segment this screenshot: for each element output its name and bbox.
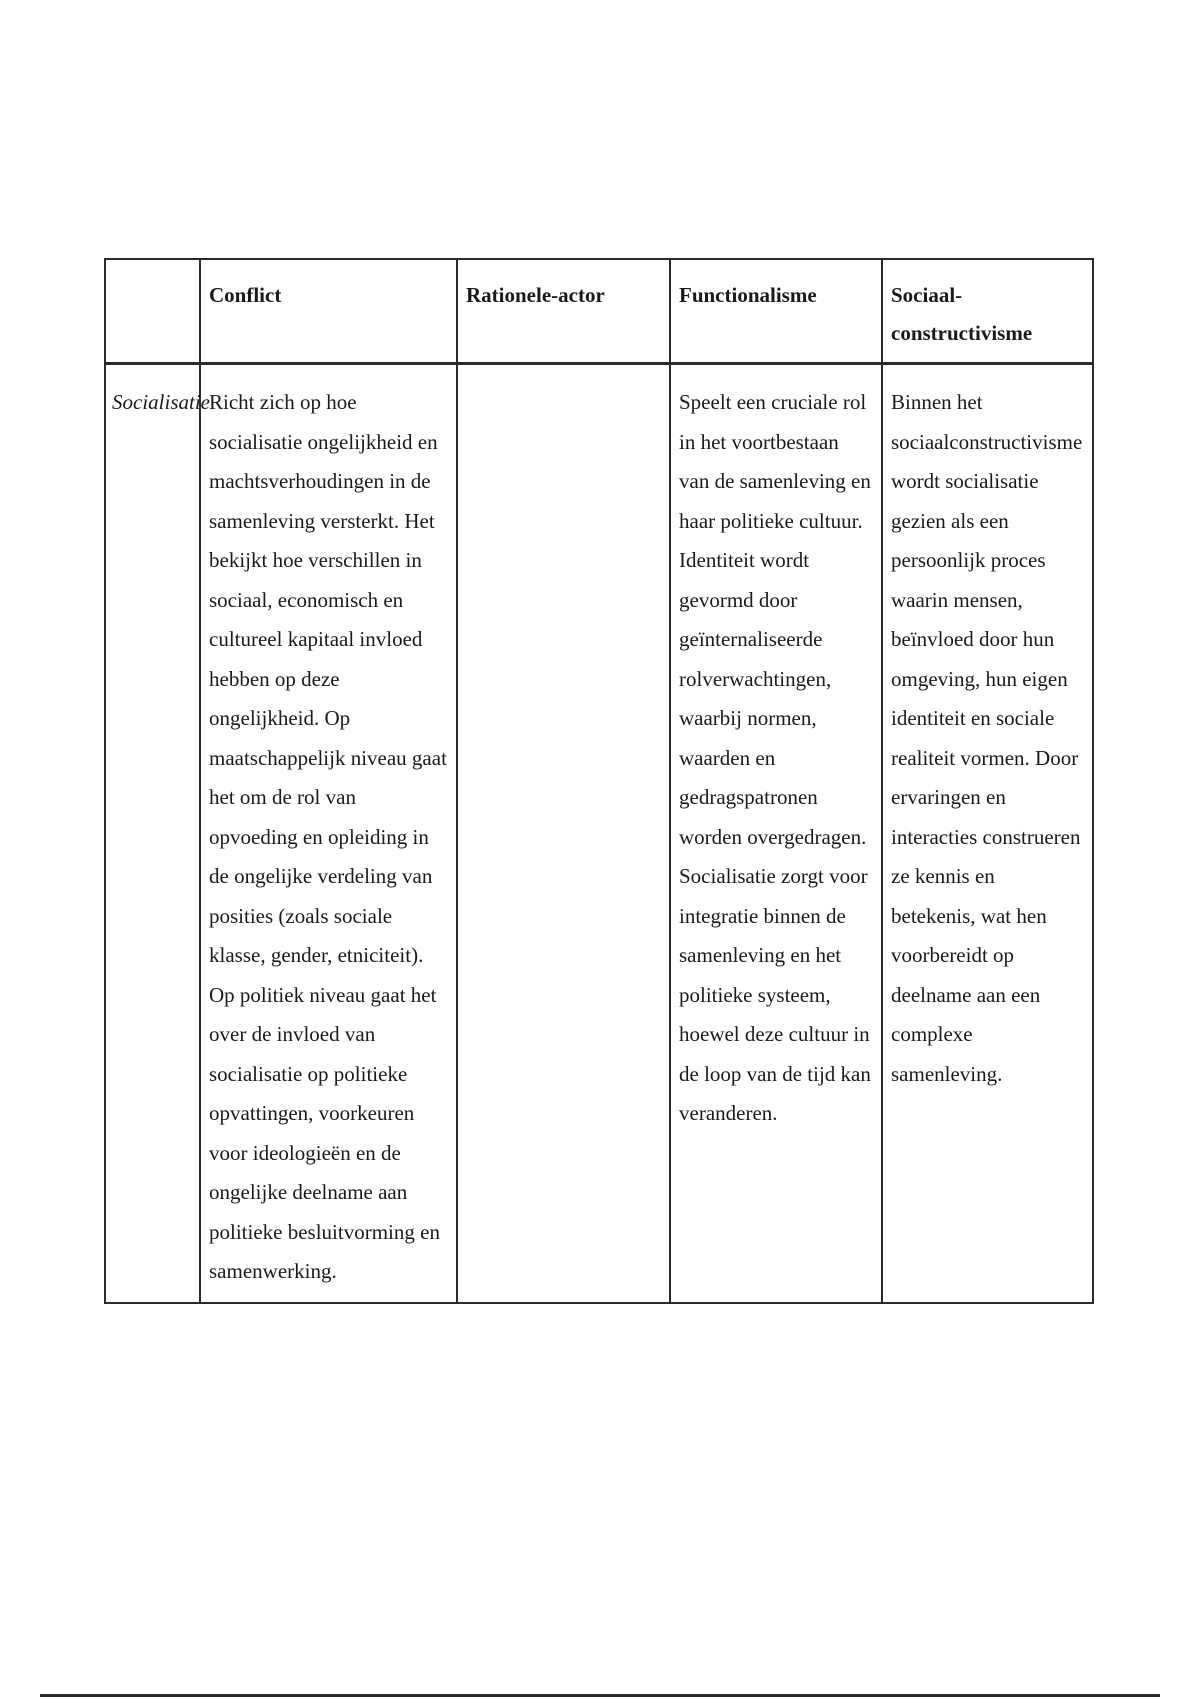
header-corner-cell bbox=[105, 259, 200, 364]
theory-comparison-table bbox=[104, 258, 1094, 1304]
header-conflict: Conflict bbox=[200, 259, 457, 364]
cell-rational-actor bbox=[457, 364, 670, 1303]
bottom-divider bbox=[40, 1694, 1160, 1697]
header-rational-actor: Rationele-actor bbox=[457, 259, 670, 364]
cell-conflict: Richt zich op hoe socialisatie ongelijkheid en machtsverhoudingen in de samenleving versterkt. Het bekijkt hoe verschillen in sociaal, economisch en cultureel kapitaal invloed hebben op deze ongelijkheid. Op maatschappelijk niveau gaat het om de rol van opvoeding en opleiding in de ongelijke verdeling van posities (zoals sociale klasse, gender, etniciteit). Op politiek niveau gaat het over de invloed van socialisatie op politieke opvattingen, voorkeuren voor ideologieën en de ongelijke deelname aan politieke besluitvorming en samenwerking. bbox=[200, 364, 457, 1303]
cell-social-constructivism: Binnen het sociaalconstructivisme wordt socialisatie gezien als een persoonlijk proces waarin mensen, beïnvloed door hun omgeving, hun eigen identiteit en sociale realiteit vormen. Door ervaringen en interacties construeren ze kennis en betekenis, wat hen voorbereidt op deelname aan een complexe samenleving. bbox=[882, 364, 1093, 1303]
table-row bbox=[105, 364, 1093, 1303]
table-header-row bbox=[105, 259, 1093, 364]
cell-functionalism: Speelt een cruciale rol in het voortbestaan van de samenleving en haar politieke cultuur. Identiteit wordt gevormd door geïnternaliseerde rolverwachtingen, waarbij normen, waarden en gedragspatronen worden overgedragen. Socialisatie zorgt voor integratie binnen de samenleving en het politieke systeem, hoewel deze cultuur in de loop van de tijd kan veranderen. bbox=[670, 364, 882, 1303]
header-functionalism: Functionalisme bbox=[670, 259, 882, 364]
header-social-constructivism: Sociaal-constructivisme bbox=[882, 259, 1093, 364]
row-label-socialisatie: Socialisatie bbox=[105, 364, 200, 1303]
